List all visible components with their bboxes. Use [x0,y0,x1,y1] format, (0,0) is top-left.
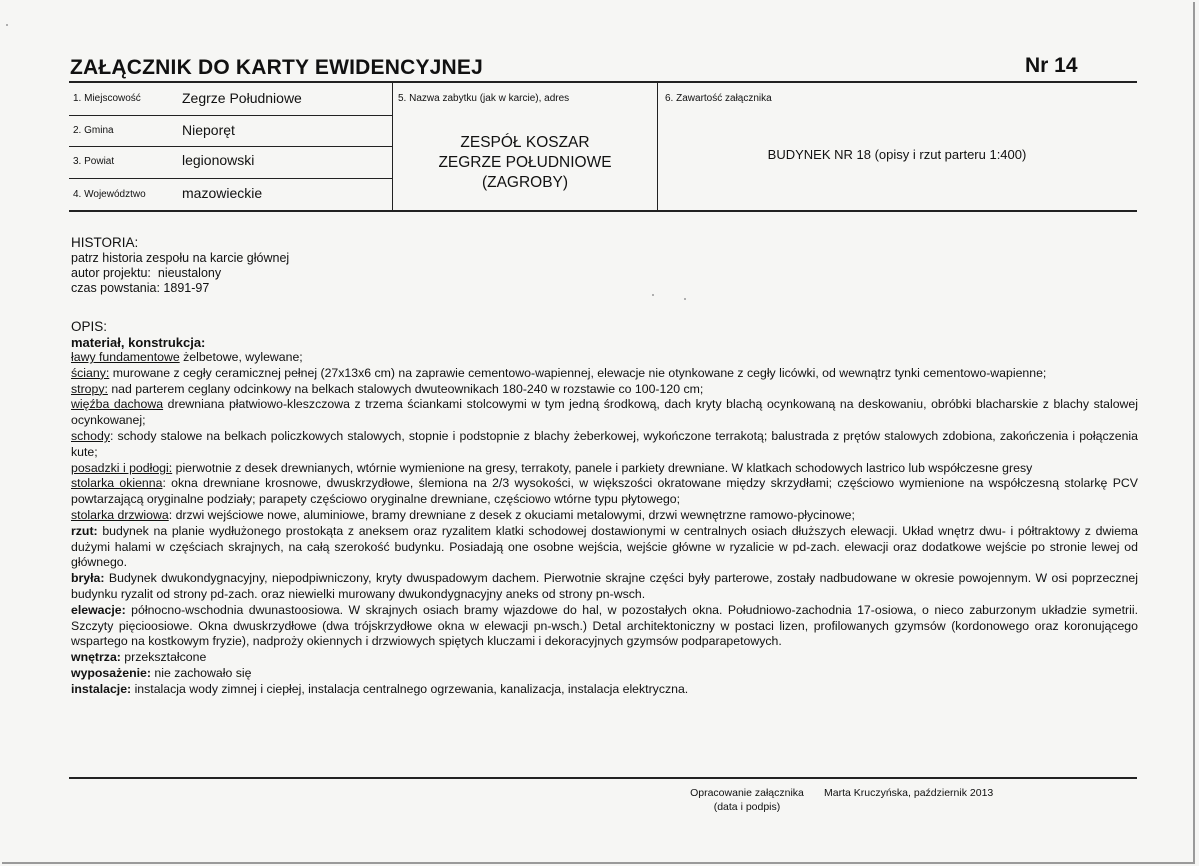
scan-speck [6,24,8,26]
monument-name-line: ZEGRZE POŁUDNIOWE [438,154,612,171]
description-entry [71,429,1138,461]
monument-name-line: (ZAGROBY) [481,174,569,191]
header-top-rule [69,81,1137,83]
description-entry [71,350,1138,366]
history-author-value: nieustalony [157,266,222,280]
description-entry [71,682,1138,698]
history-section [71,234,289,296]
row-divider-2 [69,146,392,147]
description-entry [71,461,1138,477]
history-date-label: czas powstania: [71,281,160,295]
description-entry-text: : okna drewniane krosnowe, dwuskrzydłowe, ślemiona na 2/3 wysokości, w większości okratowane między skrzydłami; częściowo wymienione na współczesną stolarkę PCV powtarzającą oryginalne podziały; parapety częściowo oryginalne drewniane, częściowo wtórne typu płytowego; [71,476,1138,507]
description-entry-label: instalacje: [71,681,132,696]
description-entry-text: pierwotnie z desek drewnianych, wtórnie wymienione na gresy, terrakoty, panele i parkiety drewniane. W klatkach schodowych lastrico lub współczesne gresy [172,460,1033,475]
field-value-powiat: legionowski [182,152,255,168]
field-value-miejscowosc: Zegrze Południowe [182,90,302,106]
monument-name [394,133,656,193]
row-divider-3 [69,178,392,179]
field-label-powiat: 3. Powiat [73,156,115,167]
description-section [71,318,1138,698]
history-author-label: autor projektu: [71,266,151,280]
description-entry [71,366,1138,382]
prepared-by-label [678,786,816,814]
description-entry-text: nad parterem ceglany odcinkowy na belkach stalowych dwuteownikach 180-240 w rozstawie co 100-120 cm; [107,381,704,396]
description-entry-label: stropy: [71,381,108,396]
field-value-gmina: Nieporęt [182,122,235,138]
history-author [71,266,289,281]
description-entry-text: przekształcone [120,650,207,665]
description-entry [71,603,1138,650]
description-entry-text: północno-wschodnia dwunastoosiowa. W skrajnych osiach bramy wjazdowe do hal, w pozostałych okna. Południowo-zachodnia 17-osiowa, o nieco zaburzonym układzie symetrii. Szczyty pięcioosiowe. Okna dwuskrzydłowe (dwa trójskrzydłowe okna w elewacji pn-wsch.) Detal architektoniczny w postaci lizen, profilowanych gzymsów (kordonowego oraz koronującego wspartego na kostkowym fryzie), nadproży okiennych i drzwiowych spiętych kluczami i dekoracyjnych gzymsów podparapetowych. [71,602,1138,649]
description-entry-label: elewacje: [71,602,126,617]
description-entry-label: stolarka okienna [71,476,163,491]
description-entry [71,650,1138,666]
history-date-value: 1891-97 [163,281,210,295]
history-heading: HISTORIA: [71,235,139,250]
description-subheading: materiał, konstrukcja: [71,335,206,350]
description-entry-label: rzut: [71,523,98,538]
description-entry-text: Budynek dwukondygnacyjny, niepodpiwniczony, kryty dwuspadowym dachem. Pierwotnie skrajne części były parterowe, zostały nadbudowane w okresie powojennym. W osi poprzecznej budynku ryzalit od strony pd-zach. oraz niewielki murowany dwukondygnacyjny aneks od strony pn-wsch. [71,571,1138,601]
description-entry-label: stolarka drzwiowa [71,507,169,522]
field-label-miejscowosc: 1. Miejscowość [73,93,141,104]
prepared-by-sublabel: (data i podpis) [713,801,781,813]
header-bottom-rule [69,210,1137,212]
description-entry-label: wnętrza: [71,650,121,665]
description-entry [71,666,1138,682]
monument-name-line: ZESPÓŁ KOSZAR [460,134,590,151]
description-entry-label: ściany: [71,365,110,380]
description-heading: OPIS: [71,319,108,334]
history-reference: patrz historia zespołu na karcie głównej [71,251,290,265]
description-entry-text: : drzwi wejściowe nowe, aluminiowe, bramy drewniane z desek z okuciami metalowymi, drzwi wewnętrzne ramowo-płycinowe; [168,507,855,522]
description-entry-label: schody [71,428,110,443]
field-value-wojewodztwo: mazowieckie [182,185,263,201]
description-entry-label: więźba dachowa [71,397,164,412]
description-entry [71,508,1138,524]
description-entry [71,382,1138,398]
signature: Marta Kruczyńska, październik 2013 [824,787,994,799]
description-entry [71,397,1138,429]
description-entry-text: : schody stalowe na belkach policzkowych stalowych, stopnie i podstopnie z blachy żeberkowej, wykończone terrakotą; balustrada z prętów stalowych zdobiona, zakończenia i połączenia kute; [71,428,1138,459]
description-entry-text: budynek na planie wydłużonego prostokąta z aneksem oraz ryzalitem klatki schodowej dostawionymi w centralnych osiach dłuższych elewacji. Układ wnętrz dwu- i półtraktowy z dwiema dużymi halami w częściach skrajnych, na całą szerokość budynku. Posiadają one osobne wejścia, wejście główne w ryzalicie w pd-zach. elewacji oraz dodatkowe wejście po stronie lewej od głównego. [71,523,1138,570]
description-entries [71,350,1138,698]
document-sheet [2,2,1195,864]
description-entry [71,476,1138,508]
description-entry-text: murowane z cegły ceramicznej pełnej (27x13x6 cm) na zaprawie cementowo-wapiennej, elewacje nie otynkowane z cegły licówki, od wewnątrz tynki cementowo-wapienne; [109,365,1047,380]
scan-speck [684,298,686,300]
column-divider-right [657,82,658,210]
description-entry-label: wyposażenie: [71,665,151,680]
description-entry [71,571,1138,603]
field-label-nazwa: 5. Nazwa zabytku (jak w karcie), adres [398,93,570,104]
description-entry-label: bryła: [71,571,105,586]
field-label-gmina: 2. Gmina [73,125,114,136]
document-number: Nr 14 [1025,54,1078,77]
description-entry-text: nie zachowało się [150,665,252,680]
footer-rule [69,777,1137,779]
description-entry-text: żelbetowe, wylewane; [179,350,303,364]
field-value-zawartosc: BUDYNEK NR 18 (opisy i rzut parteru 1:400) [767,147,1027,162]
row-divider-1 [69,115,392,116]
description-entry-text: instalacja wody zimnej i ciepłej, instalacja centralnego ogrzewania, kanalizacja, instalacja elektryczna. [131,681,689,696]
prepared-by-title: Opracowanie załącznika [690,787,804,799]
field-label-wojewodztwo: 4. Województwo [73,189,146,200]
history-date [71,281,289,296]
column-divider-left [392,82,393,210]
field-label-zawartosc: 6. Zawartość załącznika [665,93,772,104]
description-entry-label: ławy fundamentowe [71,350,180,364]
description-entry-text: drewniana płatwiowo-kleszczowa z trzema ściankami stolcowymi w tym jedną środkową, dach kryty blachą ocynkowaną na deskowaniu, obróbki blacharskie z blachy stalowej ocynkowanej; [71,397,1139,428]
document-title: ZAŁĄCZNIK DO KARTY EWIDENCYJNEJ [70,56,484,79]
description-entry [71,524,1138,571]
description-entry-label: posadzki i podłogi: [71,460,173,475]
scan-speck [652,294,654,296]
